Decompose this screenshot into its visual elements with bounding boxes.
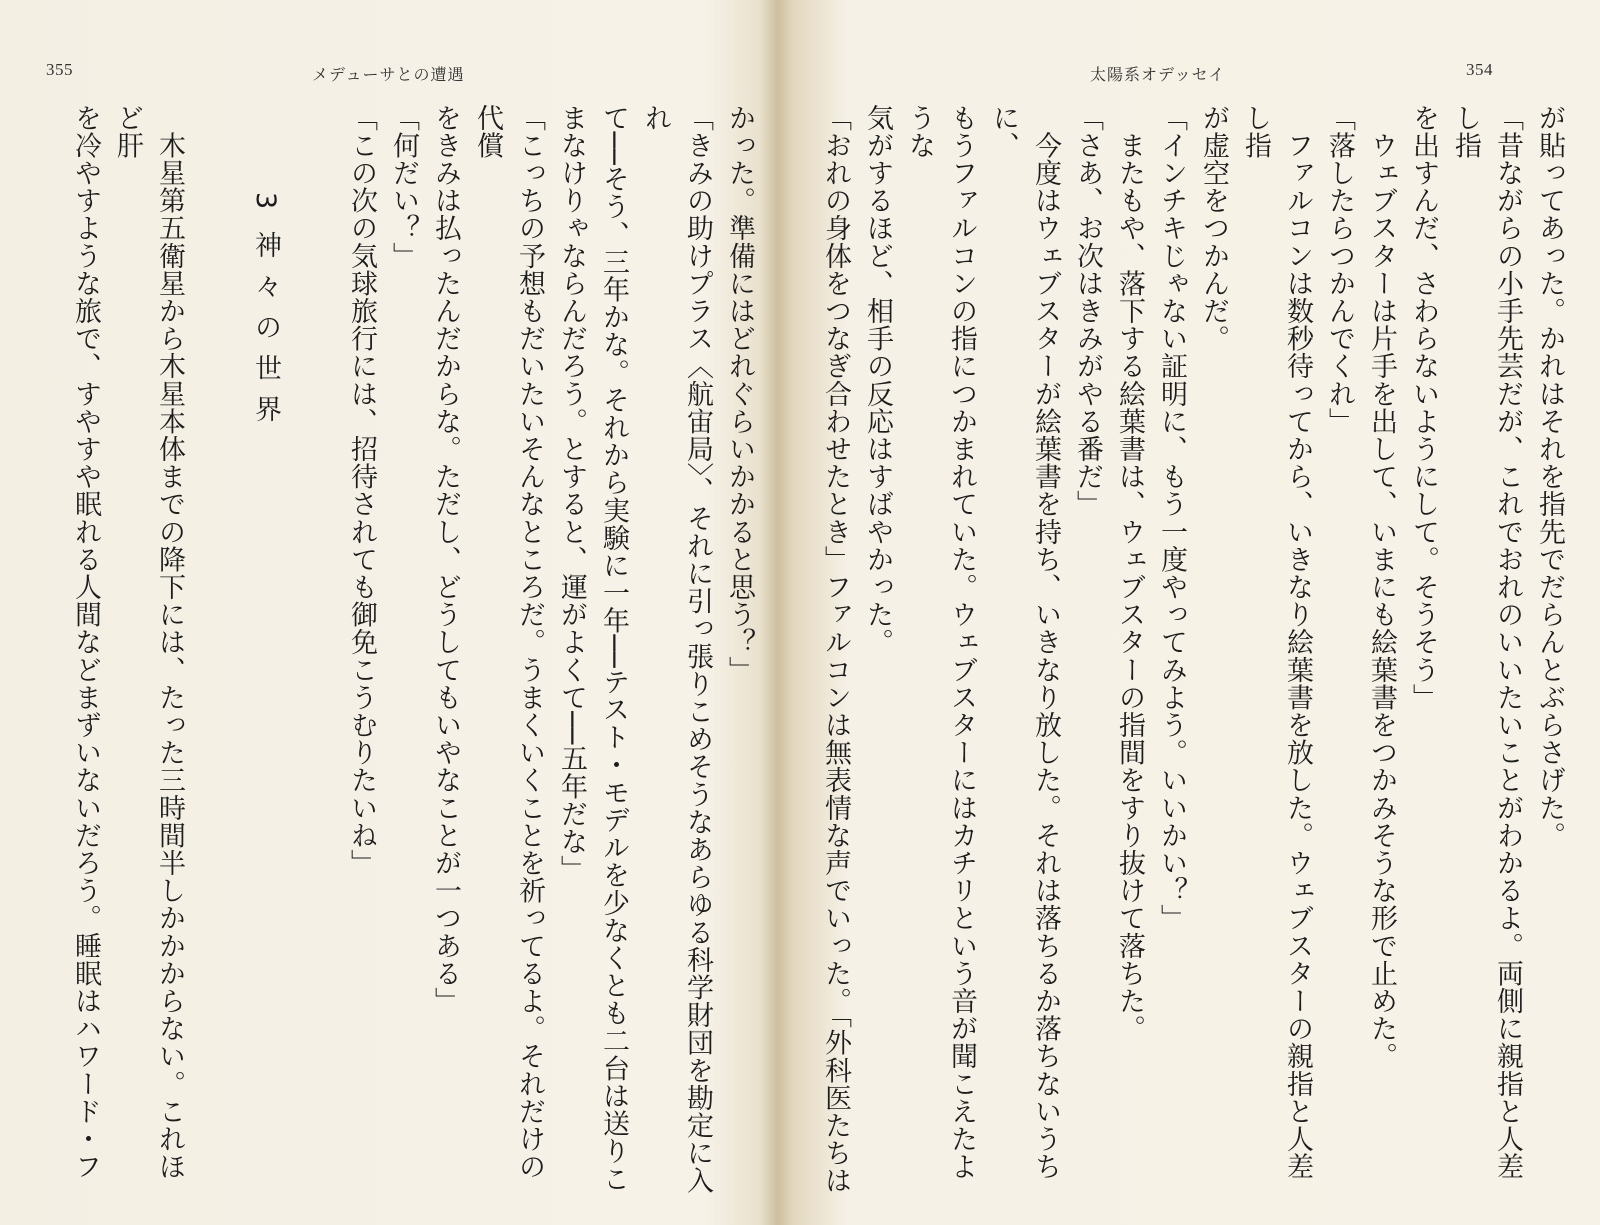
- text-line: 「きみの助けプラス〈航宙局〉、それに引っ張りこめそうなあらゆる科学財団を勘定に入れ: [640, 104, 713, 1195]
- text-line: て──そう、三年かな。それから実験に一年──テスト・モデルを少なくとも二台は送りこ: [598, 104, 629, 1193]
- running-head-right: 太陽系オデッセイ: [1090, 65, 1226, 84]
- text-line: をきみは払ったんだからな。ただし、どうしてもいやなことが一つある」: [430, 104, 461, 1015]
- chapter-title: 神々の世界: [250, 231, 281, 437]
- text-line: 「この次の気球旅行には、招待されても御免こうむりたいね」: [346, 104, 377, 877]
- text-line: を出すんだ、さわらないようにして。そうそう」: [1408, 104, 1439, 712]
- left-text-block: [70, 104, 760, 1204]
- right-page: [790, 0, 1600, 1225]
- text-line: が虚空をつかんだ。: [1198, 104, 1229, 353]
- text-line: 木星第五衛星から木星本体までの降下には、たった三時間半しかかからない。これほど肝: [112, 104, 185, 1181]
- text-line: 今度はウェブスターが絵葉書を持ち、いきなり放した。それは落ちるか落ちないうちに、: [988, 104, 1061, 1181]
- text-line: を冷やすような旅で、すやすや眠れる人間などまずいないだろう。睡眠はハワード・フ: [70, 104, 101, 1181]
- text-line: 「落したらつかんでくれ」: [1324, 104, 1355, 436]
- right-text-block: [810, 104, 1570, 1204]
- text-line: 気がするほど、相手の反応はすばやかった。: [862, 104, 893, 656]
- chapter-number: 3: [250, 192, 281, 232]
- text-line: 「こっちの予想もだいたいそんなところだ。うまくいくことを祈ってるよ。それだけの代償: [472, 104, 545, 1181]
- text-line: ファルコンは数秒待ってから、いきなり絵葉書を放した。ウェブスターの親指と人差し指: [1240, 104, 1313, 1181]
- running-head-left: メデューサとの遭遇: [312, 65, 465, 84]
- text-line: が貼ってあった。かれはそれを指先でだらんとぶらさげた。: [1534, 104, 1565, 850]
- text-line: 「何だい？」: [388, 104, 419, 270]
- left-page: [0, 0, 780, 1225]
- text-line: 「さあ、お次はきみがやる番だ」: [1072, 104, 1103, 518]
- text-line: 「昔ながらの小手先芸だが、これでおれのいいたいことがわかるよ。両側に親指と人差し指: [1450, 104, 1523, 1181]
- page-number-left: 355: [46, 60, 73, 79]
- text-line: 「おれの身体をつなぎ合わせたとき」ファルコンは無表情な声でいった。「外科医たちは: [820, 104, 851, 1195]
- text-line: 「インチキじゃない証明に、もう一度やってみよう。いいかい？」: [1156, 104, 1187, 932]
- page-number-right: 354: [1466, 60, 1493, 79]
- text-line: またもや、落下する絵葉書は、ウェブスターの指間をすり抜けて落ちた。: [1114, 104, 1145, 1043]
- text-line: ウェブスターは片手を出して、いまにも絵葉書をつかみそうな形で止めた。: [1366, 104, 1397, 1070]
- chapter-heading: [244, 104, 286, 1204]
- text-line: もうファルコンの指につかまれていた。ウェブスターにはカチリという音が聞こえたような: [904, 104, 977, 1181]
- text-line: かった。準備にはどれぐらいかかると思う？」: [724, 104, 755, 684]
- text-line: まなけりゃならんだろう。とすると、運がよくて──五年だな」: [556, 104, 587, 883]
